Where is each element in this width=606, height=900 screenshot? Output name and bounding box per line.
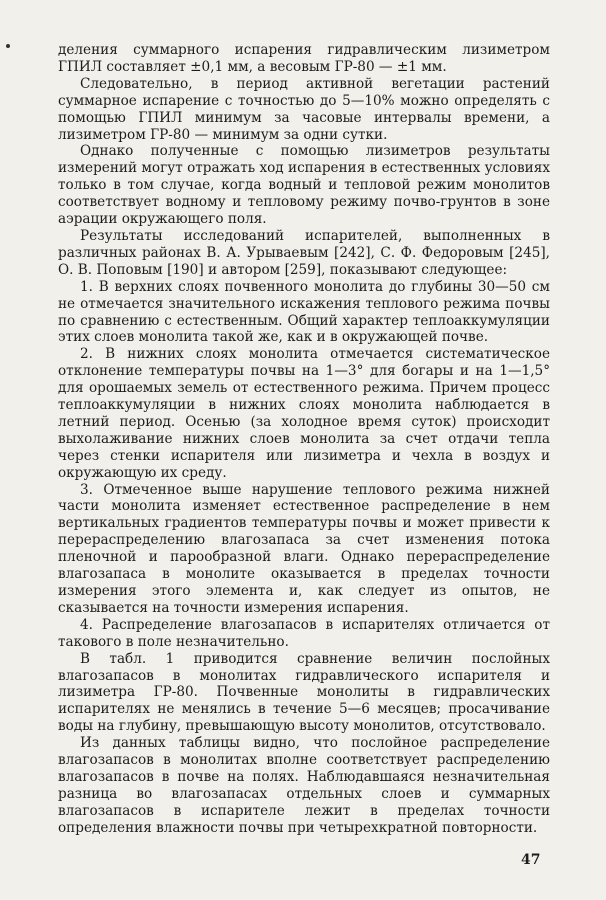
list-item-4: 4. Распределение влагозапасов в испарителях отличается от такового в поле незначительно. (58, 616, 550, 650)
list-item-3: 3. Отмеченное выше нарушение теплового режима нижней части монолита изменяет естественное распределение в нем вертикальных градиентов температуры почвы и может привести к перераспределению влагозапаса за счет изменения потока пленочной и парообразной влаги. Однако перераспределение влагозапаса в монолите оказывается в пределах точности измерения этого элемента и, как следует из опытов, не сказывается на точности измерения испарения. (58, 481, 550, 616)
paragraph: В табл. 1 приводится сравнение величин послойных влагозапасов в монолитах гидравлического испарителя и лизиметра ГР-80. Почвенные монолиты в гидравлических испарителях не менялись в течение 5—6 месяцев; просачивание воды на глубину, превышающую высоту монолитов, отсутствовало. (58, 650, 550, 735)
paragraph-continuation: деления суммарного испарения гидравлическим лизиметром ГПИЛ составляет ±0,1 мм, а весовым ГР-80 — ±1 мм. (58, 42, 550, 75)
paragraph: Следовательно, в период активной вегетации растений суммарное испарение с точностью до 5—10% можно определять с помощью ГПИЛ минимум за часовые интервалы времени, а лизиметром ГР-80 — минимум за одни сутки. (58, 75, 550, 143)
page-number: 47 (521, 852, 541, 868)
page-body (58, 42, 550, 837)
paragraph: Из данных таблицы видно, что послойное распределение влагозапасов в монолитах вполне соответствует распределению влагозапасов в почве на полях. Наблюдавшаяся незначительная разница во влагозапасах отдельных слоев и суммарных влагозапасов в испарителе лежит в пределах точности определения влажности почвы при четырехкратной повторности. (58, 735, 550, 836)
paragraph: Результаты исследований испарителей, выполненных в различных районах В. А. Урываевым [242], С. Ф. Федоровым [245], О. В. Поповым [190] и автором [259], показывают следующее: (58, 227, 550, 278)
scan-edge-mark (6, 44, 10, 48)
paragraph: Однако полученные с помощью лизиметров результаты измерений могут отражать ход испарения в естественных условиях только в том случае, когда водный и тепловой режим монолитов соответствует водному и тепловому режиму почво-грунтов в зоне аэрации окружающего поля. (58, 143, 550, 228)
list-item-2: 2. В нижних слоях монолита отмечается систематическое отклонение температуры почвы на 1—3° для богары и на 1—1,5° для орошаемых земель от естественного режима. Причем процесс теплоаккумуляции в нижних слоях монолита наблюдается в летний период. Осенью (за холодное время суток) происходит выхолаживание нижних слоев монолита за счет отдачи тепла через стенки испарителя или лизиметра и чехла в воздух и окружающую их среду. (58, 346, 550, 481)
list-item-1: 1. В верхних слоях почвенного монолита до глубины 30—50 см не отмечается значительного искажения теплового режима почвы по сравнению с естественным. Общий характер теплоаккумуляции этих слоев монолита такой же, как и в окружающей почве. (58, 278, 550, 346)
